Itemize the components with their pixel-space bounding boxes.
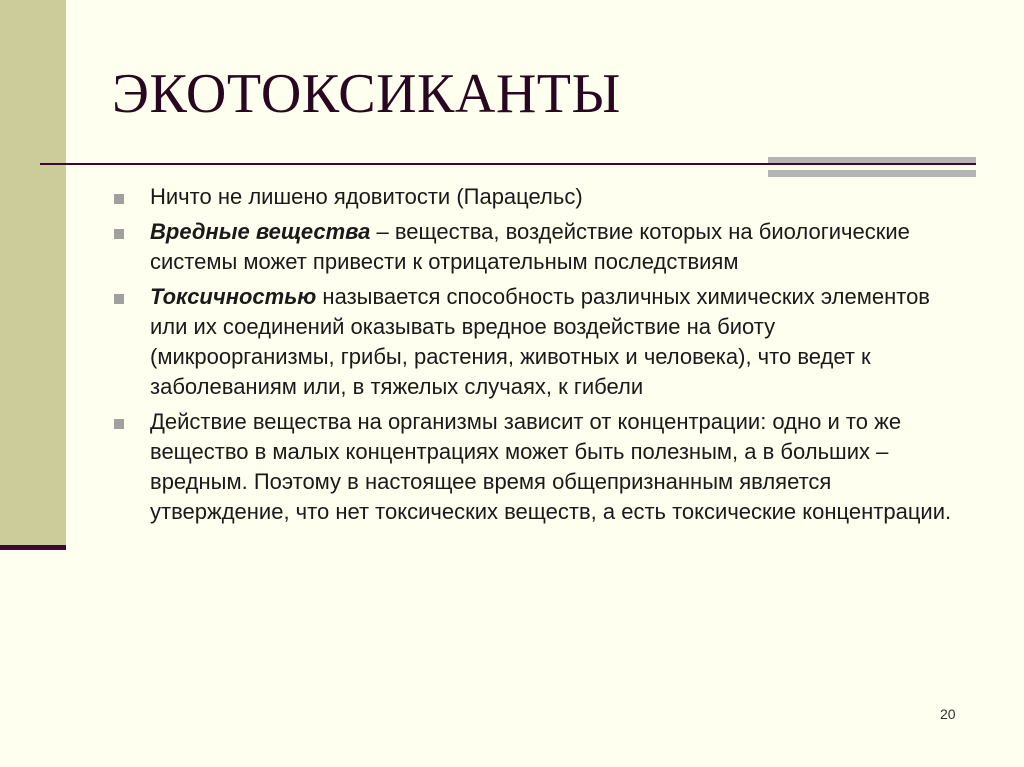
accent-stripe [768, 157, 976, 163]
square-bullet-icon [114, 294, 124, 304]
bullet-text: – вещества, воздействие которых на биологические системы может привести к отрицательным последствиям [150, 219, 910, 274]
bullet-item [112, 182, 962, 212]
square-bullet-icon [114, 419, 124, 429]
side-decor-rule [0, 545, 66, 550]
bullet-text: Ничто не лишено ядовитости (Парацельс) [150, 184, 583, 209]
square-bullet-icon [114, 194, 124, 204]
page-number: 20 [940, 706, 956, 722]
square-bullet-icon [114, 229, 124, 239]
bullet-list [112, 182, 962, 532]
title-accent-stripes [768, 157, 976, 177]
bullet-item [112, 217, 962, 277]
bullet-term: Вредные вещества [150, 219, 371, 244]
accent-stripe [768, 170, 976, 177]
bullet-term: Токсичностью [150, 284, 317, 309]
side-decor-bar [0, 0, 66, 545]
bullet-item [112, 282, 962, 402]
bullet-text: называется способность различных химических элементов или их соединений оказывать вредное воздействие на биоту (микроорганизмы, грибы, растения, животных и человека), что ведет к заболеваниям или, в тяжелых случаях, к гибели [150, 284, 930, 399]
slide-title: ЭКОТОКСИКАНТЫ [112, 63, 621, 125]
bullet-item [112, 407, 962, 527]
bullet-text: Действие вещества на организмы зависит от концентрации: одно и то же вещество в малых концентрациях может быть полезным, а в больших – вредным. Поэтому в настоящее время общепризнанным является утверждение, что нет токсических веществ, а есть токсические концентрации. [150, 409, 952, 524]
